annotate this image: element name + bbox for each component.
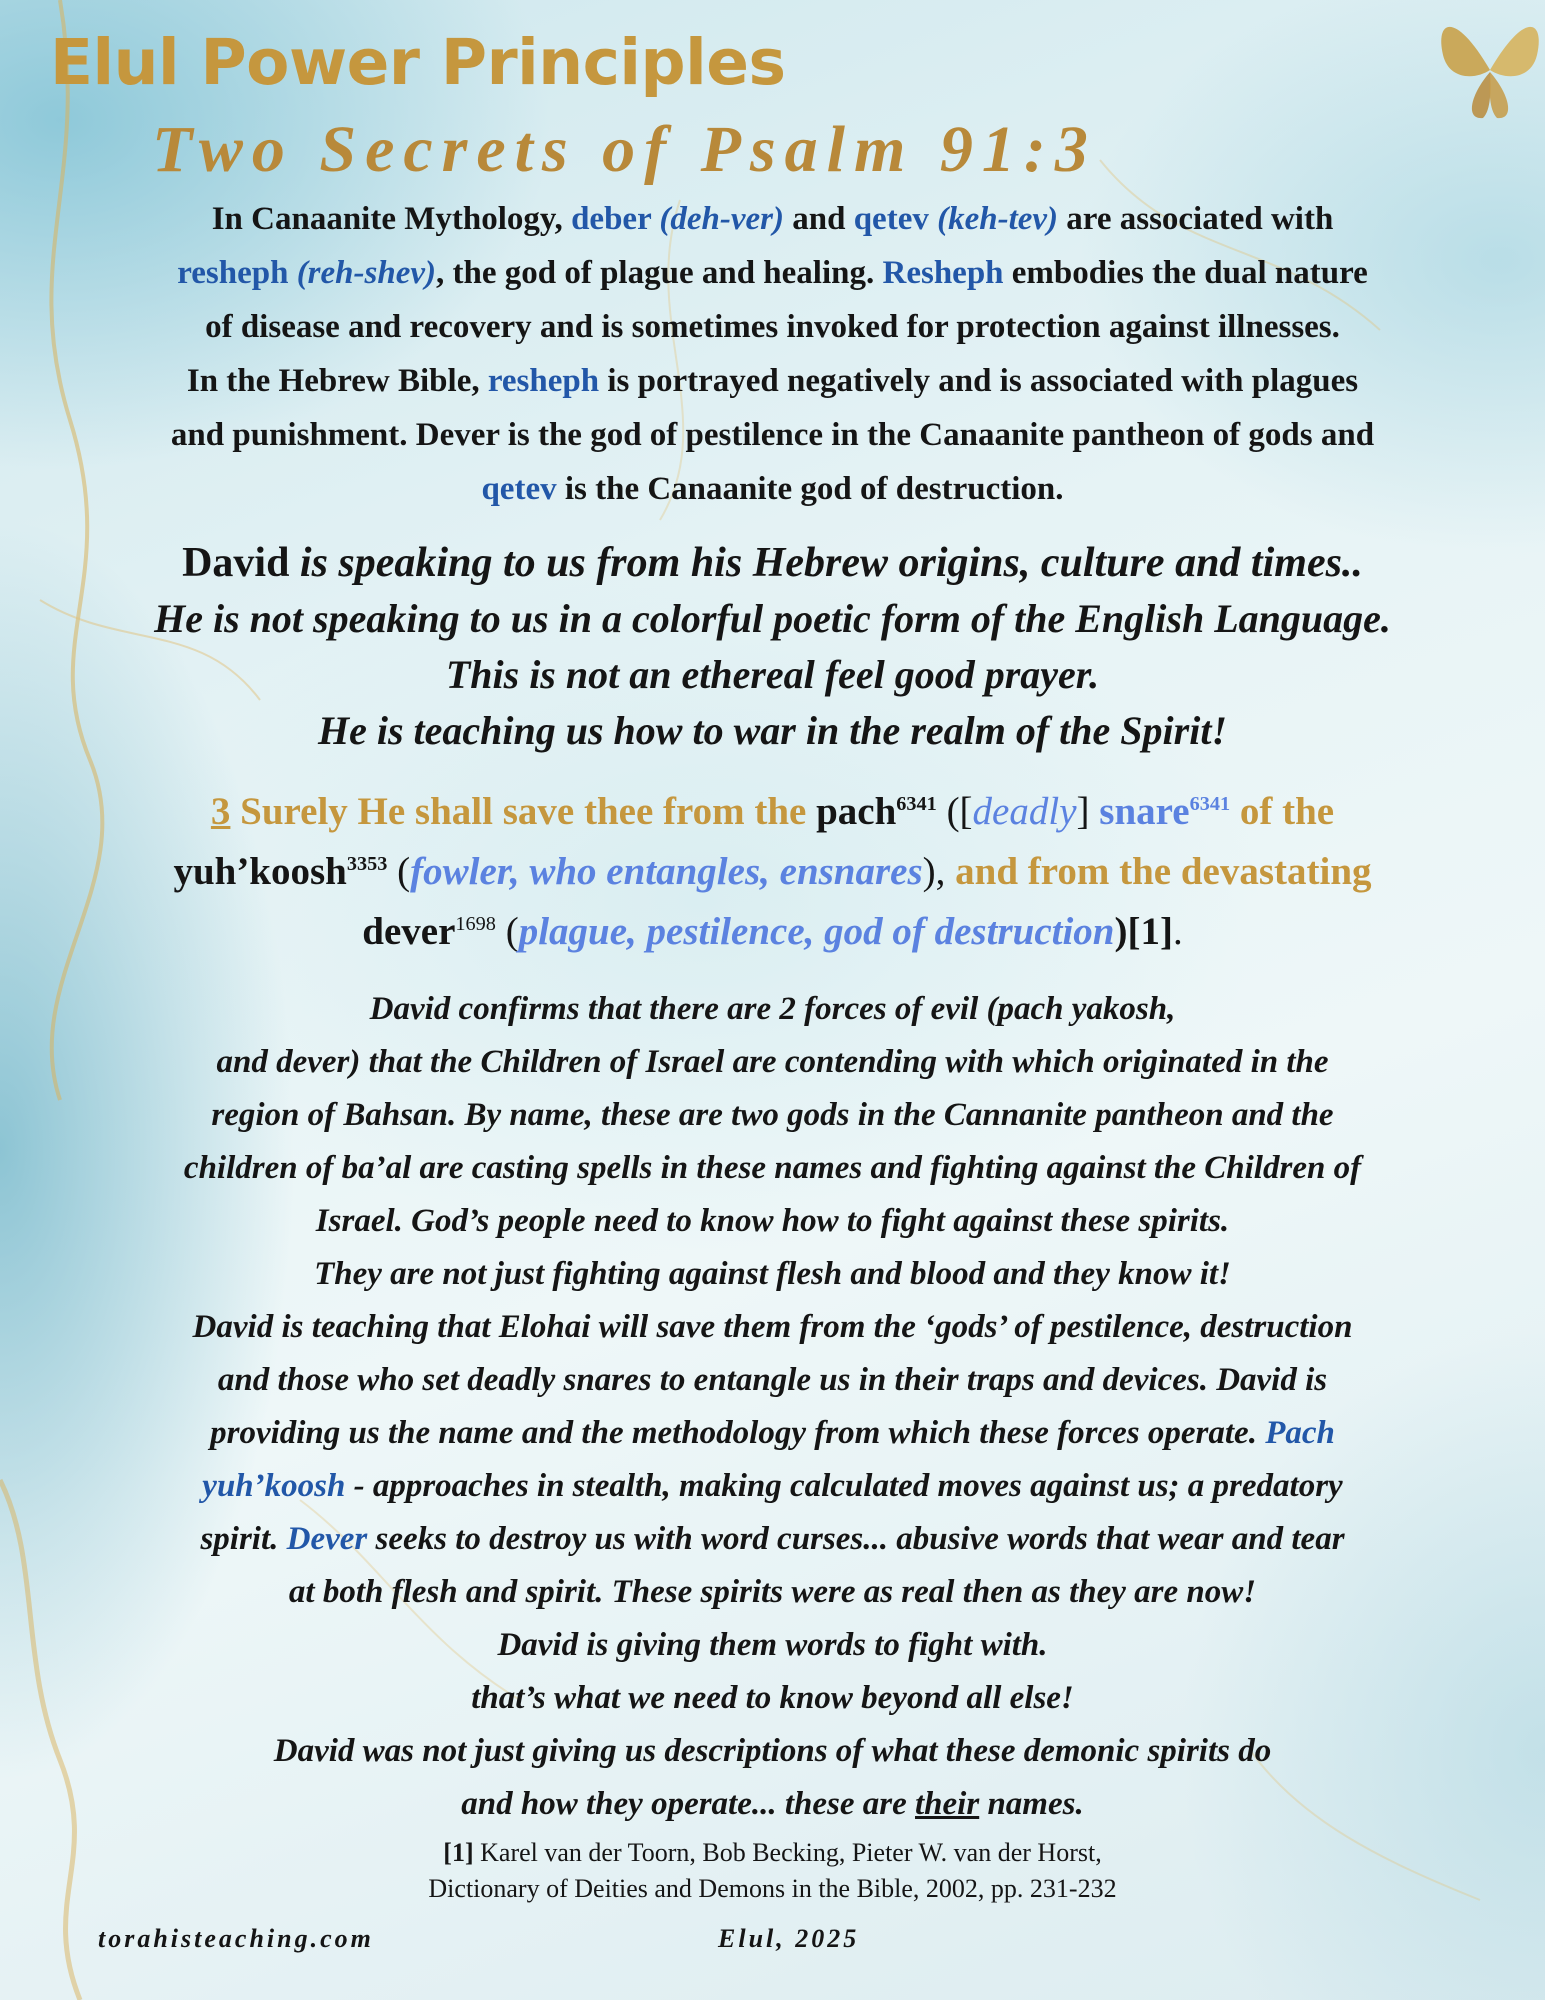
intro-line-6: qetev is the Canaanite god of destruction. [481, 471, 1064, 507]
yuhkoosh-highlight: yuh’koosh [202, 1468, 346, 1504]
commentary-line: at both flesh and spirit. These spirits were as real then as they are now! [288, 1574, 1257, 1610]
verse-line-3: dever$^{1698}$ (plague, pestilence, god of destruction)[1]. [362, 910, 1183, 953]
page-title: Elul Power Principles [50, 26, 786, 99]
david-paragraph [30, 535, 1515, 759]
commentary-line: region of Bahsan. By name, these are two gods in the Cannanite pantheon and the [211, 1097, 1334, 1133]
footnote [30, 1835, 1515, 1907]
resheph-pronunciation: (reh-shev) [296, 255, 436, 291]
deber-term: deber [571, 201, 652, 237]
commentary-line: providing us the name and the methodology from which these forces operate. Pach [210, 1415, 1335, 1451]
commentary-line: They are not just fighting against flesh and blood and they know it! [314, 1256, 1231, 1292]
verse-line-1: 3 Surely He shall save thee from the pach$^{6341}$ ([deadly] snare$^{6341}$ of the [210, 790, 1335, 833]
commentary-line: and those who set deadly snares to entangle us in their traps and devices. David is [217, 1362, 1328, 1398]
pach-term: pach [816, 790, 897, 833]
commentary-line: David is giving them words to fight with. [497, 1627, 1048, 1663]
verse-number: 3 [210, 790, 231, 833]
deber-pronunciation: (deh-ver) [659, 201, 784, 237]
footnote-reference: )[1] [1114, 910, 1173, 953]
pach-highlight: Pach [1265, 1415, 1335, 1451]
commentary-line: spirit. Dever seeks to destroy us with word curses... abusive words that wear and tear [200, 1521, 1345, 1557]
intro-line-1: In Canaanite Mythology, deber (deh-ver) and qetev (keh-tev) are associated with [211, 201, 1334, 237]
strongs-number: 6341 [1189, 793, 1231, 815]
qetev-term-2: qetev [481, 471, 557, 507]
resheph-term-2: Resheph [882, 255, 1004, 291]
commentary-line: and how they operate... these are their names. [461, 1786, 1084, 1822]
commentary-line: David is teaching that Elohai will save them from the ‘gods’ of pestilence, destruction [192, 1309, 1353, 1345]
footer-date: Elul, 2025 [718, 1924, 860, 1953]
verse-paragraph [30, 782, 1515, 962]
commentary-line: David confirms that there are 2 forces of evil (pach yakosh, [369, 991, 1176, 1027]
david-line-1: David is speaking to us from his Hebrew origins, culture and times.. [182, 540, 1363, 586]
strongs-number: 1698 [455, 913, 496, 935]
intro-paragraph [30, 192, 1515, 516]
strongs-number: 6341 [896, 793, 937, 815]
intro-line-3: of disease and recovery and is sometimes invoked for protection against illnesses. [205, 309, 1340, 345]
footnote-line-1: Karel van der Toorn, Bob Becking, Pieter W. van der Horst, [473, 1838, 1102, 1867]
commentary-line: that’s what we need to know beyond all else! [471, 1680, 1074, 1716]
plague-gloss: plague, pestilence, god of destruction [518, 910, 1115, 953]
fowler-gloss: fowler, who entangles, ensnares [410, 850, 923, 893]
snare-gloss: snare [1099, 790, 1190, 833]
resheph-term: resheph [177, 255, 289, 291]
strongs-number: 3353 [346, 853, 388, 875]
resheph-term-3: resheph [487, 363, 600, 399]
yuhkoosh-term: yuh’koosh [173, 850, 347, 893]
qetev-term: qetev [853, 201, 929, 237]
commentary-line: yuh’koosh - approaches in stealth, making calculated moves against us; a predatory [202, 1468, 1343, 1504]
dever-highlight: Dever [286, 1521, 368, 1557]
intro-line-5: and punishment. Dever is the god of pestilence in the Canaanite pantheon of gods and [170, 417, 1375, 453]
footer-website: torahisteaching.com [98, 1924, 374, 1953]
verse-line-2: yuh’koosh$^{3353}$ (fowler, who entangles, ensnares), and from the devastating [173, 850, 1372, 893]
commentary-line: and dever) that the Children of Israel are contending with which originated in the [216, 1044, 1329, 1080]
their-emphasis: their [915, 1786, 980, 1822]
david-name: David [182, 540, 290, 586]
dever-term: dever [362, 910, 456, 953]
page-subtitle: Two Secrets of Psalm 91:3 [152, 113, 1097, 186]
commentary-line: David was not just giving us descriptions of what these demonic spirits do [273, 1733, 1272, 1769]
qetev-pronunciation: (keh-tev) [937, 201, 1059, 237]
intro-line-4: In the Hebrew Bible, resheph is portrayed negatively and is associated with plagues [186, 363, 1359, 399]
deadly-gloss: deadly [972, 790, 1077, 833]
david-line-3: This is not an ethereal feel good prayer. [445, 652, 1100, 697]
david-line-2: He is not speaking to us in a colorful poetic form of the English Language. [154, 596, 1391, 641]
commentary-line: children of ba’al are casting spells in these names and fighting against the Children of [183, 1150, 1362, 1186]
intro-line-2: resheph (reh-shev), the god of plague and healing. Resheph embodies the dual nature [177, 255, 1368, 291]
footnote-line-2: Dictionary of Deities and Demons in the Bible, 2002, pp. 231-232 [428, 1874, 1117, 1903]
david-line-4: He is teaching us how to war in the realm of the Spirit! [317, 708, 1228, 753]
commentary-paragraph [30, 983, 1515, 1831]
footnote-marker: [1] [443, 1838, 474, 1867]
commentary-line: Israel. God’s people need to know how to fight against these spirits. [315, 1203, 1230, 1239]
